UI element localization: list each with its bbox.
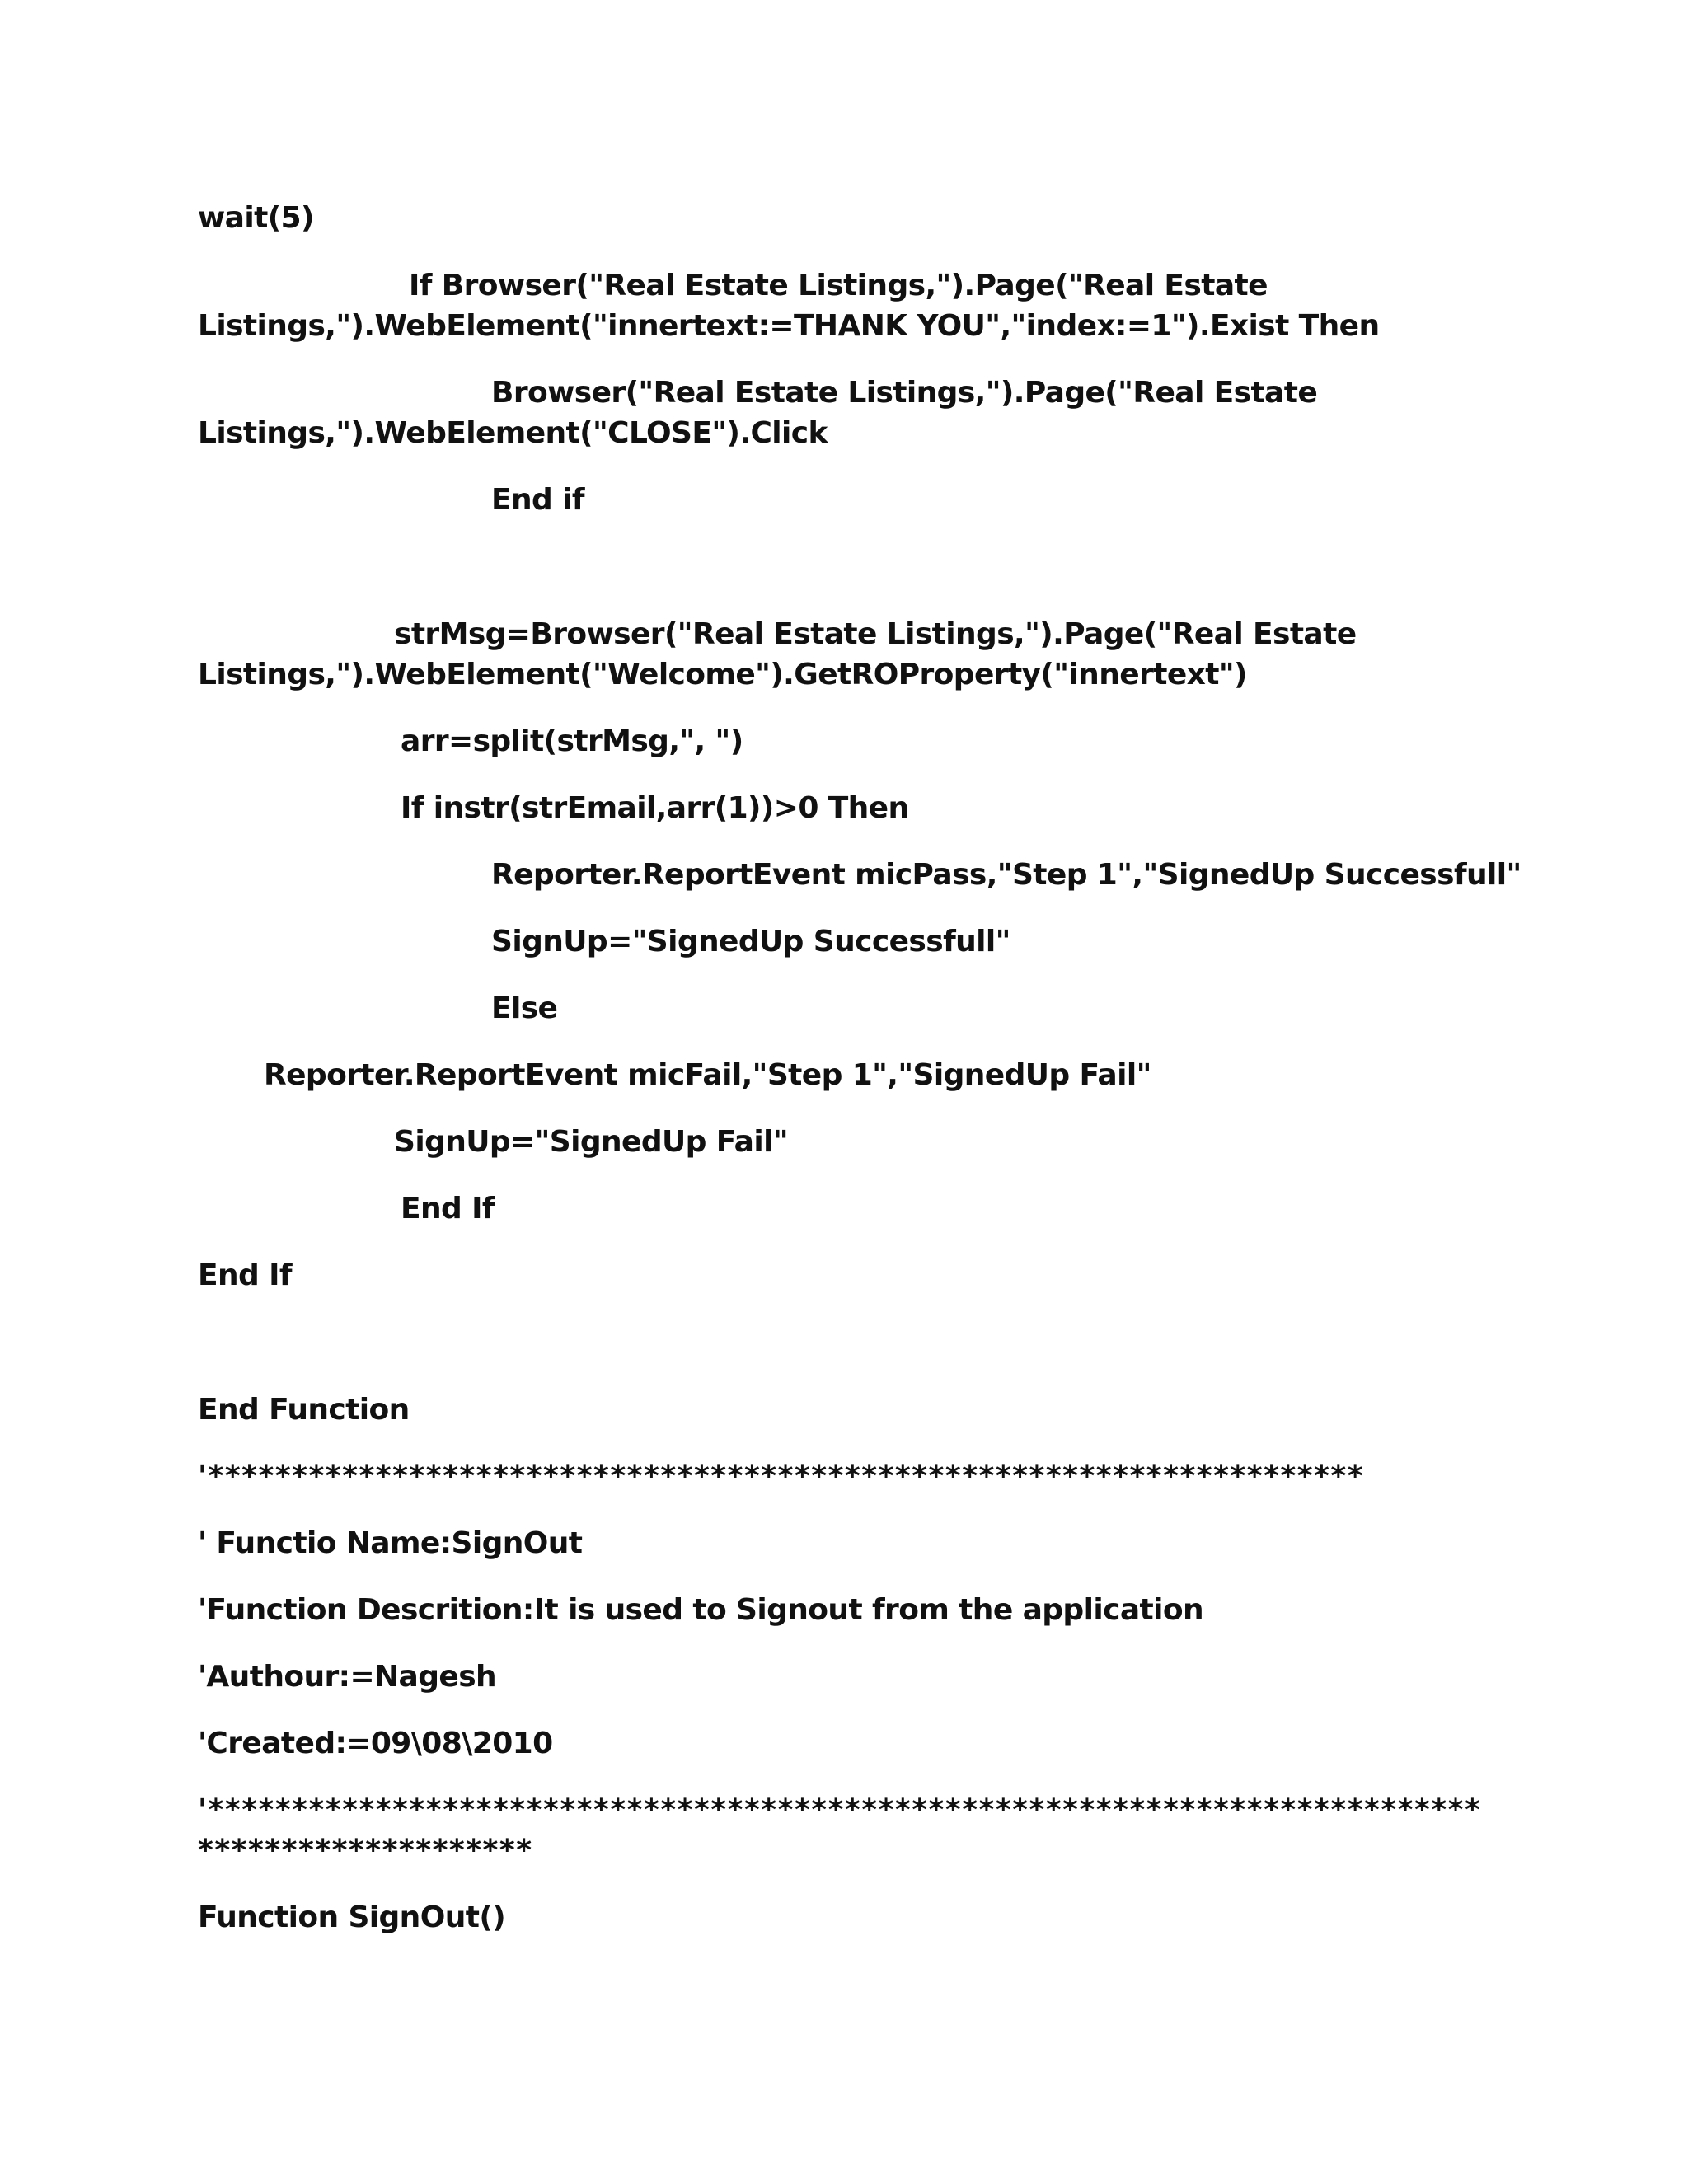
comment-separator-continuation: ******************** bbox=[198, 1834, 533, 1868]
comment-line: 'Function Descrition:It is used to Signout from the application bbox=[198, 1593, 1204, 1627]
code-line: Else bbox=[491, 991, 558, 1025]
code-line: If Browser("Real Estate Listings,").Page("Real Estate bbox=[409, 269, 1268, 302]
code-line: Function SignOut() bbox=[198, 1900, 506, 1934]
code-line: Reporter.ReportEvent micPass,"Step 1","SignedUp Successfull" bbox=[491, 858, 1522, 892]
code-line: End If bbox=[401, 1192, 495, 1226]
code-line: arr=split(strMsg,", ") bbox=[401, 724, 743, 758]
code-line: strMsg=Browser("Real Estate Listings,").Page("Real Estate bbox=[394, 617, 1357, 651]
comment-line: 'Authour:=Nagesh bbox=[198, 1660, 497, 1694]
comment-separator: '********************************************************************* bbox=[198, 1460, 1365, 1493]
code-line: Reporter.ReportEvent micFail,"Step 1","SignedUp Fail" bbox=[264, 1058, 1151, 1092]
comment-line: 'Created:=09\08\2010 bbox=[198, 1727, 553, 1760]
code-line: If instr(strEmail,arr(1))>0 Then bbox=[401, 791, 909, 825]
code-line: End Function bbox=[198, 1393, 410, 1427]
comment-line: ' Functio Name:SignOut bbox=[198, 1526, 583, 1560]
code-line-continuation: Listings,").WebElement("innertext:=THANK YOU","index:=1").Exist Then bbox=[198, 309, 1380, 343]
code-line: SignUp="SignedUp Successfull" bbox=[491, 925, 1010, 958]
code-line: End if bbox=[491, 483, 584, 517]
code-line: Browser("Real Estate Listings,").Page("Real Estate bbox=[491, 376, 1318, 410]
code-line: End If bbox=[198, 1258, 292, 1292]
code-line: wait(5) bbox=[198, 201, 314, 235]
code-line-continuation: Listings,").WebElement("CLOSE").Click bbox=[198, 416, 828, 450]
code-line-continuation: Listings,").WebElement("Welcome").GetROProperty("innertext") bbox=[198, 658, 1247, 691]
code-line: SignUp="SignedUp Fail" bbox=[394, 1125, 788, 1159]
comment-separator: '**************************************************************************** bbox=[198, 1793, 1482, 1827]
